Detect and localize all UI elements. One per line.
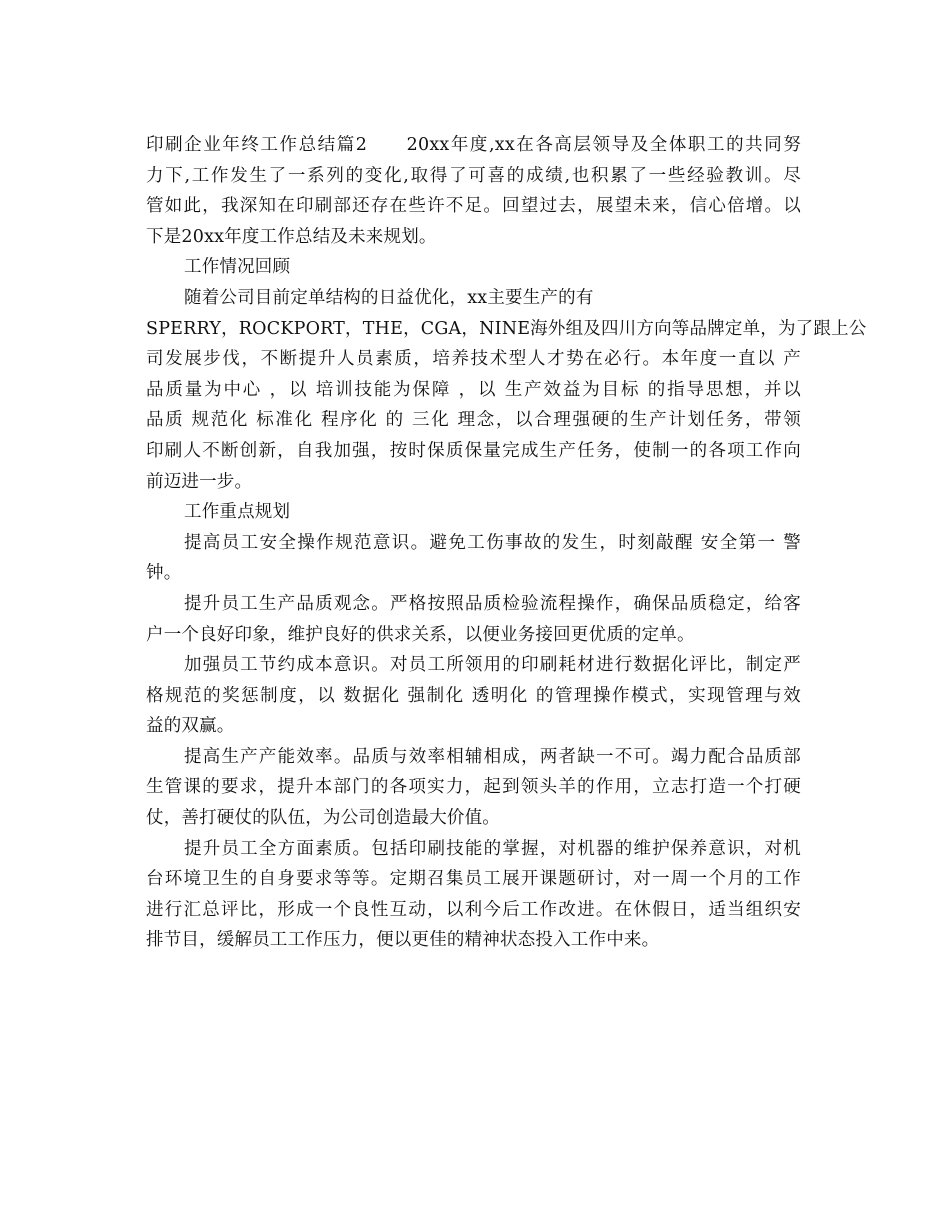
text-line: 司发展步伐，不断提升人员素质，培养技术型人才势在必行。本年度一直以 产	[146, 349, 801, 370]
text-line: 下是20xx年度工作总结及未来规划。	[146, 226, 437, 247]
text-line: 益的双赢。	[146, 716, 235, 737]
text-line: 提高生产产能效率。品质与效率相辅相成，两者缺一不可。竭力配合品质部	[184, 746, 801, 767]
text-line: 品质 规范化 标准化 程序化 的 三化 理念，以合理强硬的生产计划任务，带领	[146, 410, 801, 431]
document-body	[146, 130, 867, 956]
text-line: 力下,工作发生了一系列的变化,取得了可喜的成绩,也积累了一些经验教训。尽	[146, 165, 801, 186]
text-line: 前迈进一步。	[146, 471, 253, 492]
text-line: 格规范的奖惩制度，以 数据化 强制化 透明化 的管理操作模式，实现管理与效	[146, 685, 801, 706]
text-line: 随着公司目前定单结构的日益优化，xx主要生产的有	[184, 287, 594, 308]
text-line: 户一个良好印象，维护良好的供求关系，以便业务接回更优质的定单。	[146, 624, 695, 645]
text-line: 钟。	[146, 563, 182, 584]
text-line: 生管课的要求，提升本部门的各项实力，起到领头羊的作用，立志打造一个打硬	[146, 777, 801, 798]
text-line: 排节目，缓解员工工作压力，便以更佳的精神状态投入工作中来。	[146, 930, 660, 951]
text-line: 进行汇总评比，形成一个良性互动，以利今后工作改进。在休假日，适当组织安	[146, 899, 801, 920]
text-line: 加强员工节约成本意识。对员工所领用的印刷耗材进行数据化评比，制定严	[184, 655, 801, 676]
text-line: 台环境卫生的自身要求等等。定期召集员工展开课题研讨，对一周一个月的工作	[146, 869, 801, 890]
text-line: 提升员工全方面素质。包括印刷技能的掌握，对机器的维护保养意识，对机	[184, 838, 801, 859]
text-line: 提升员工生产品质观念。严格按照品质检验流程操作，确保品质稳定，给客	[184, 593, 801, 614]
text-line: 工作情况回顾	[184, 257, 291, 278]
text-line: 提高员工安全操作规范意识。避免工伤事故的发生，时刻敲醒 安全第一 警	[184, 532, 801, 553]
text-line: 工作重点规划	[184, 502, 291, 523]
text-line: SPERRY，ROCKPORT，THE，CGA，NINE海外组及四川方向等品牌定单，为了跟上公	[146, 318, 867, 339]
text-line: 品质量为中心 ，以 培训技能为保障 ，以 生产效益为目标 的指导思想，并以	[146, 379, 801, 400]
text-line: 印刷人不断创新，自我加强，按时保质保量完成生产任务，使制一的各项工作向	[146, 440, 801, 461]
text-line: 管如此，我深知在印刷部还存在些许不足。回望过去，展望未来，信心倍增。以	[146, 196, 801, 217]
text-line: 印刷企业年终工作总结篇2 20xx年度,xx在各高层领导及全体职工的共同努	[146, 135, 801, 155]
text-line: 仗，善打硬仗的队伍，为公司创造最大价值。	[146, 808, 500, 829]
